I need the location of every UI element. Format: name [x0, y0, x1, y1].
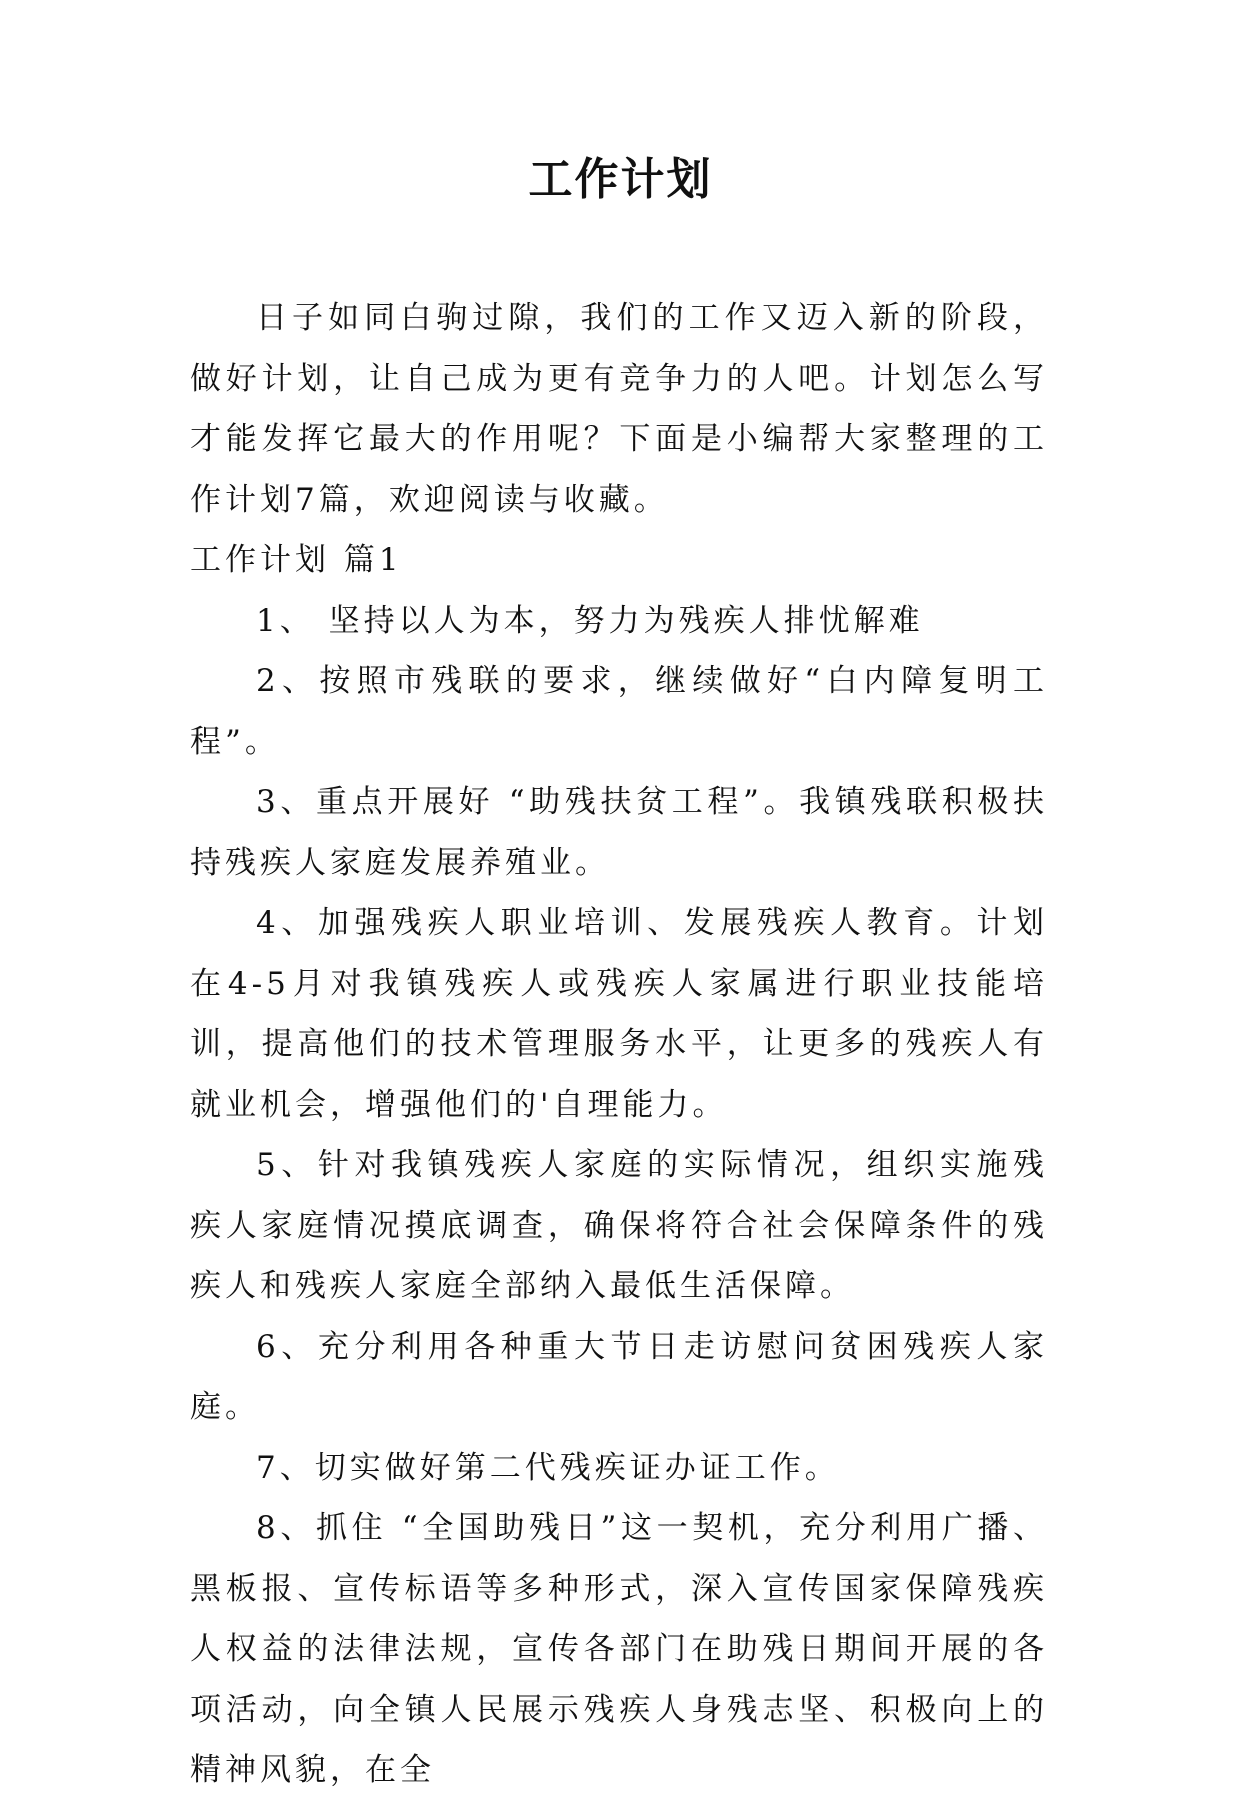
list-item: 7、切实做好第二代残疾证办证工作。: [256, 1449, 840, 1486]
list-item: 1、 坚持以人为本，努力为残疾人排忧解难: [256, 602, 924, 639]
list-item: 4、加强残疾人职业培训、发展残疾人教育。计划在4-5月对我镇残疾人或残疾人家属进行职业技能培训，提高他们的技术管理服务水平，让更多的残疾人有就业机会，增强他们的'自理能力。: [190, 905, 1048, 1123]
list-item: 8、抓住 “全国助残日”这一契机，充分利用广播、黑板报、宣传标语等多种形式，深入宣传国家保障残疾人权益的法律法规，宣传各部门在助残日期间开展的各项活动，向全镇人民展示残疾人身残志坚、积极向上的精神风貌，在全: [190, 1510, 1048, 1788]
list-item: 3、重点开展好 “助残扶贫工程”。我镇残联积极扶持残疾人家庭发展养殖业。: [190, 784, 1048, 881]
document-body: [190, 288, 1048, 1801]
list-item: 5、针对我镇残疾人家庭的实际情况，组织实施残疾人家庭情况摸底调查，确保将符合社会保障条件的残疾人和残疾人家庭全部纳入最低生活保障。: [190, 1147, 1048, 1304]
list-item: 6、充分利用各种重大节日走访慰问贫困残疾人家庭。: [190, 1328, 1048, 1425]
document-title: 工作计划: [528, 154, 713, 205]
intro-paragraph: 日子如同白驹过隙，我们的工作又迈入新的阶段，做好计划，让自己成为更有竞争力的人吧。计划怎么写才能发挥它最大的作用呢？下面是小编帮大家整理的工作计划7篇，欢迎阅读与收藏。: [190, 300, 1048, 518]
section-heading: 工作计划 篇1: [190, 542, 403, 578]
list-item: 2、按照市残联的要求，继续做好“白内障复明工程”。: [190, 663, 1048, 760]
